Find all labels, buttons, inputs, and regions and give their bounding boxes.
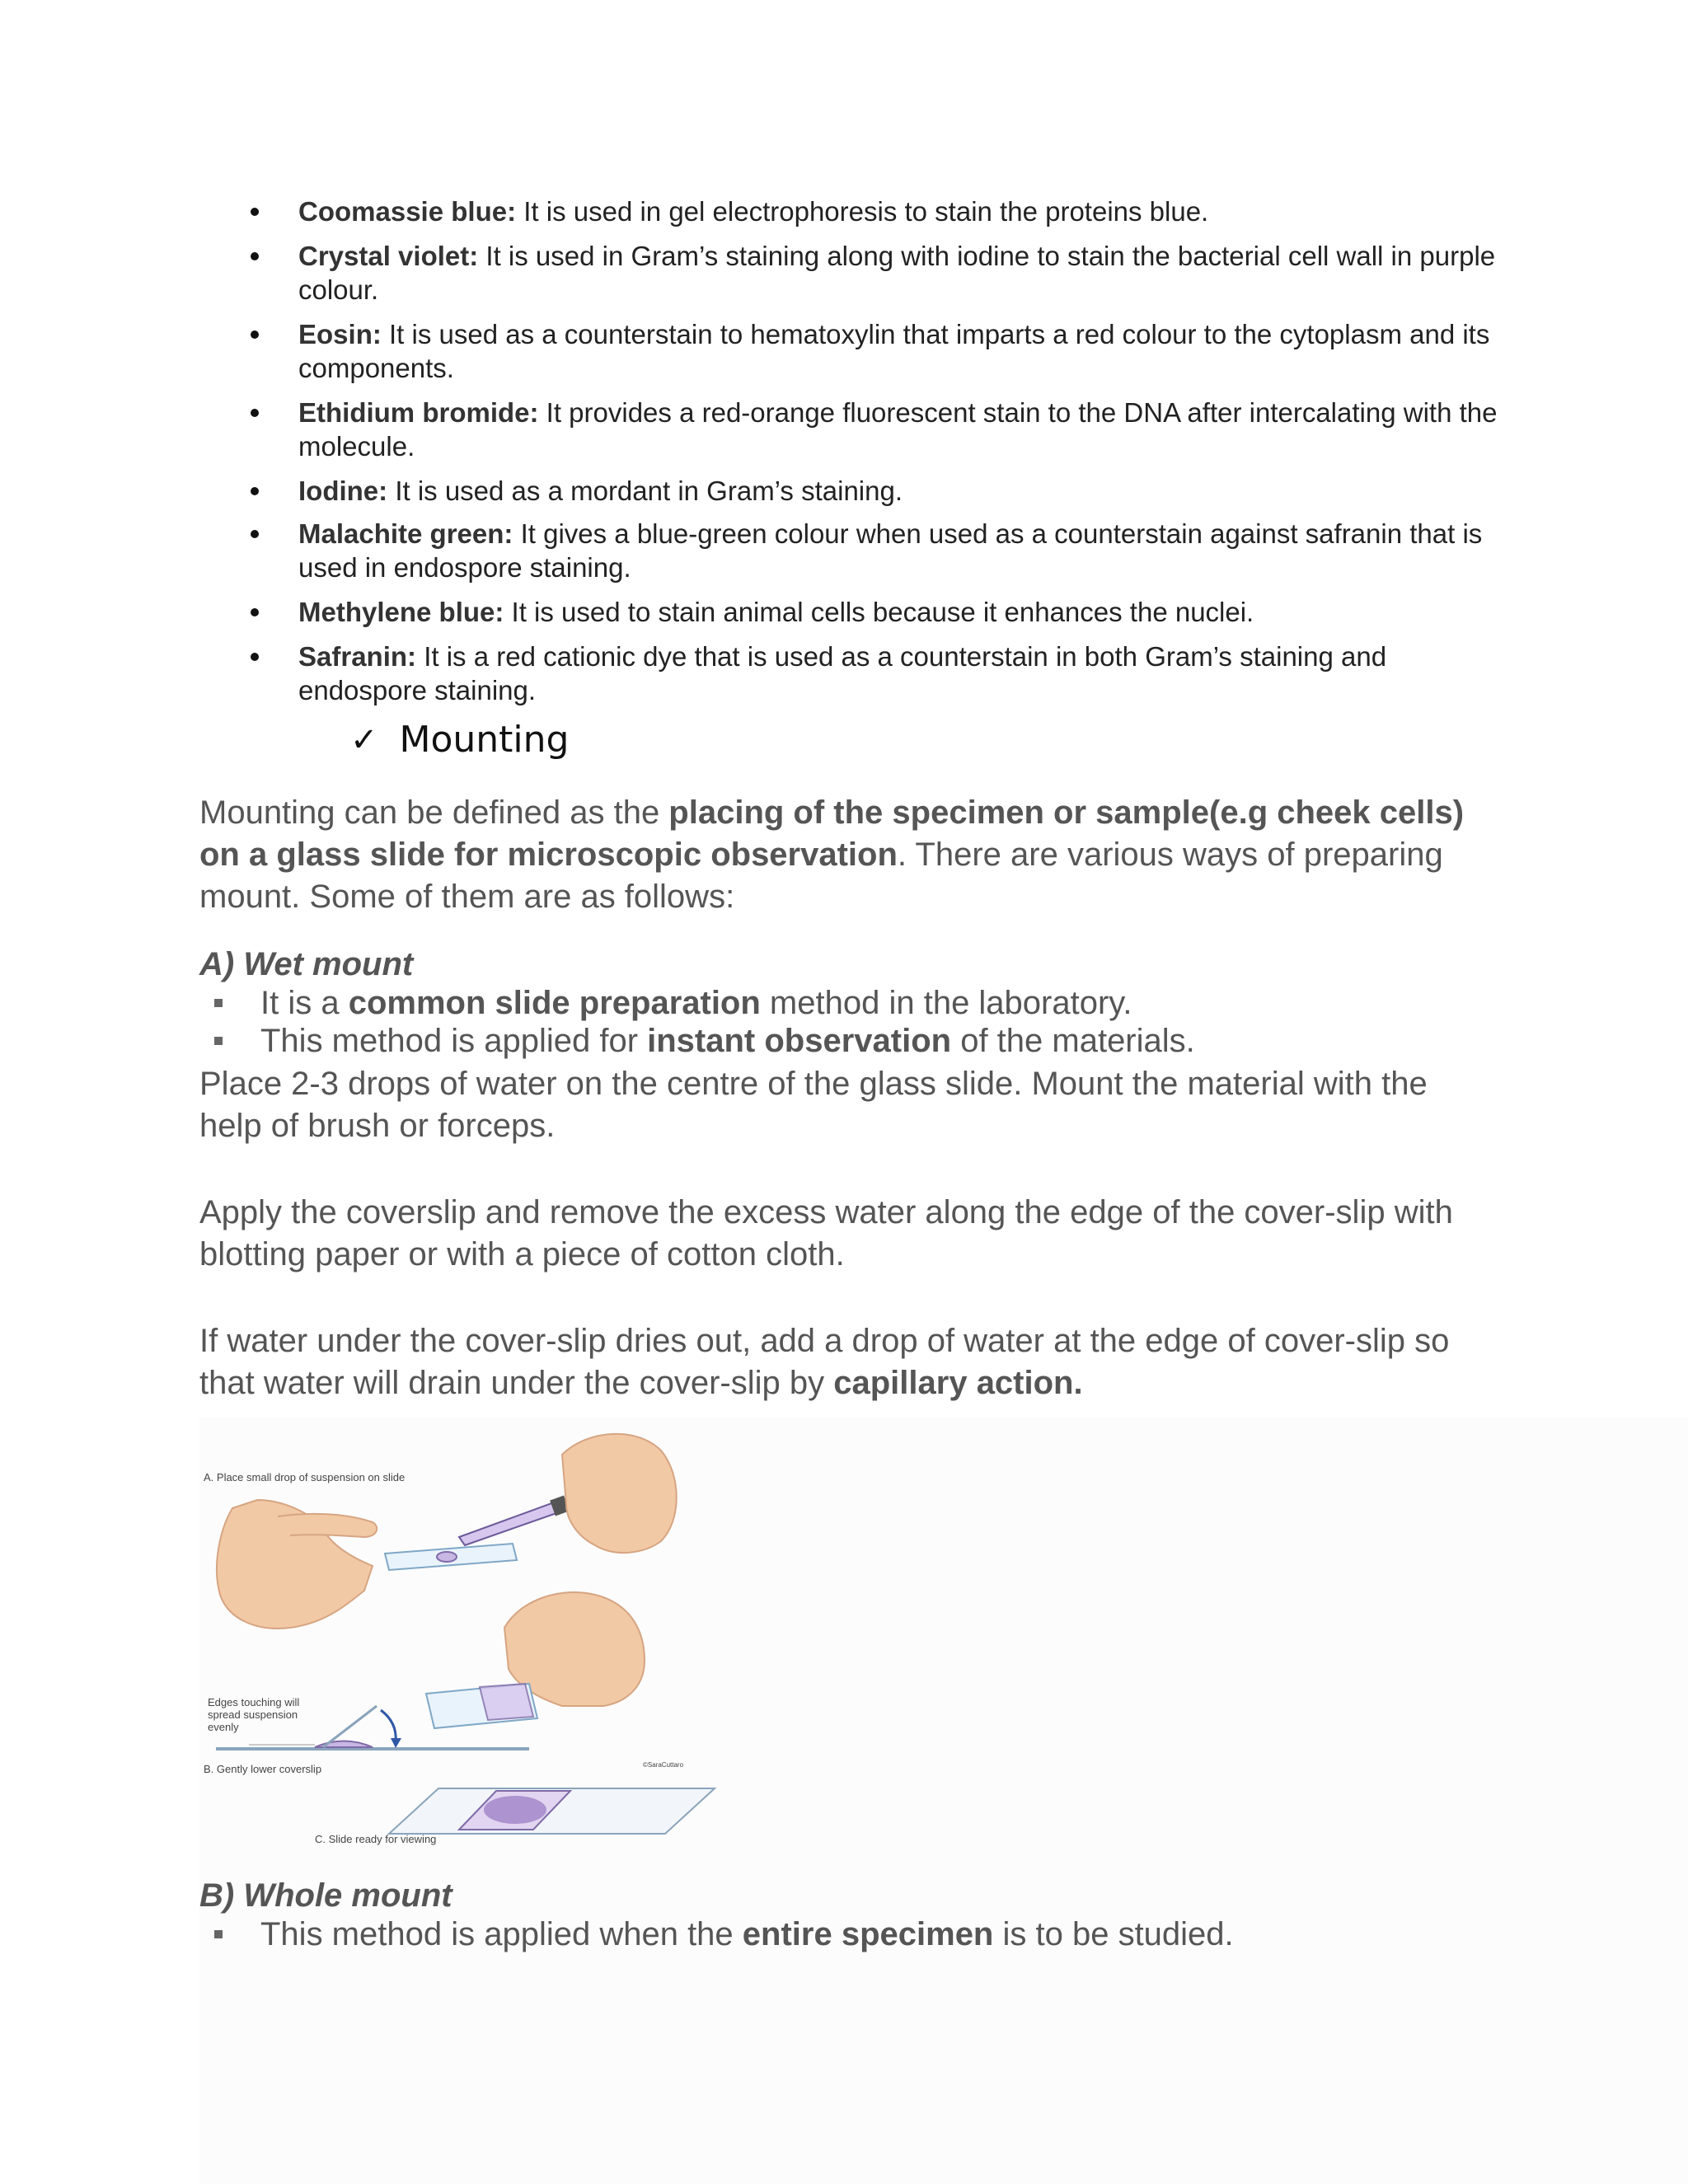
whole-mount-bullets xyxy=(199,1915,1502,1953)
stain-name: Ethidium bromide: xyxy=(298,397,539,428)
stain-description: It gives a blue-green colour when used as a counterstain against safranin that is used in endospore staining. xyxy=(298,518,1483,583)
wet-mount-bullets xyxy=(199,984,1502,1060)
wet-mount-illustration xyxy=(199,1422,752,1858)
para-text: If water under the cover-slip dries out, add a drop of water at the edge of cover-slip so that water will drain under the cover-slip by xyxy=(199,1323,1450,1401)
bullet-icon xyxy=(251,208,259,216)
dropper-shape xyxy=(459,1502,559,1545)
bullet-bold-text: entire specimen xyxy=(742,1916,994,1952)
stain-name: Iodine: xyxy=(298,476,388,506)
wet-mount-para-3 xyxy=(199,1320,1493,1404)
stain-name: Malachite green: xyxy=(298,518,513,549)
bullet-icon xyxy=(251,330,259,339)
bullet-text: This method is applied when the xyxy=(260,1916,743,1952)
bullet-bold-text: instant observation xyxy=(647,1023,952,1059)
stain-list xyxy=(247,194,1500,718)
right-hand-shape xyxy=(562,1434,677,1553)
wet-mount-para-2: Apply the coverslip and remove the excess water along the edge of the cover-slip with blotting paper or with a piece of cotton cloth. xyxy=(199,1194,1453,1272)
bullet-bold-text: common slide preparation xyxy=(348,985,761,1021)
para-bold-text: capillary action. xyxy=(833,1365,1083,1401)
heading-text: Mounting xyxy=(399,719,570,761)
bullet-icon xyxy=(251,409,259,417)
mounting-intro xyxy=(199,792,1493,918)
bullet-text-end: is to be studied. xyxy=(993,1916,1234,1952)
arrow-curve-shape xyxy=(381,1710,396,1741)
label-b: B. Gently lower coverslip xyxy=(204,1763,322,1775)
stain-name: Crystal violet: xyxy=(298,241,479,271)
arrow-head-shape xyxy=(391,1738,401,1748)
square-bullet-icon xyxy=(214,999,223,1007)
whole-mount-title: B) Whole mount xyxy=(199,1877,452,1914)
wet-mount-para-1: Place 2-3 drops of water on the centre of the glass slide. Mount the material with the help of brush or forceps. xyxy=(199,1066,1428,1144)
stain-description: It is used as a mordant in Gram’s staining. xyxy=(387,476,903,506)
stain-name: Safranin: xyxy=(298,641,417,672)
stain-name: Methylene blue: xyxy=(298,597,504,627)
section-heading xyxy=(350,719,569,761)
label-c: C. Slide ready for viewing xyxy=(315,1833,437,1845)
bullet-icon xyxy=(251,530,259,538)
list-item xyxy=(247,474,1500,508)
stain-description: It provides a red-orange fluorescent stain to the DNA after intercalating with the molecule. xyxy=(298,397,1498,462)
list-item xyxy=(247,396,1500,463)
stain-name: Eosin: xyxy=(298,319,382,349)
stain-description: It is used to stain animal cells because it enhances the nuclei. xyxy=(504,597,1254,627)
credit-label: ©SaraCuttaro xyxy=(643,1761,684,1769)
list-item xyxy=(199,1915,1502,1953)
label-edges-1: Edges touching will xyxy=(208,1696,300,1708)
illustration-svg xyxy=(199,1422,752,1858)
list-item xyxy=(247,595,1500,629)
list-item xyxy=(247,640,1500,707)
list-item xyxy=(199,984,1502,1022)
label-a: A. Place small drop of suspension on slide xyxy=(204,1471,406,1483)
bullet-text-end: method in the laboratory. xyxy=(760,985,1132,1021)
wet-mount-title: A) Wet mount xyxy=(199,946,414,982)
list-item xyxy=(247,517,1500,584)
stain-description: It is used in Gram’s staining along with iodine to stain the bacterial cell wall in purple colour. xyxy=(298,241,1496,305)
list-item xyxy=(247,194,1500,228)
bullet-icon xyxy=(251,653,259,661)
thumb-shape xyxy=(278,1514,377,1537)
bullet-text: It is a xyxy=(260,985,349,1021)
bullet-icon xyxy=(251,487,259,495)
drop-shape xyxy=(437,1552,457,1562)
coverslip-shape xyxy=(480,1684,533,1720)
stain-description: It is used as a counterstain to hematoxylin that imparts a red colour to the cytoplasm and its components. xyxy=(298,319,1490,383)
checkmark-icon: ✓ xyxy=(350,720,378,759)
bullet-text-end: of the materials. xyxy=(951,1023,1195,1059)
stain-name: Coomassie blue: xyxy=(298,196,517,227)
bullet-icon xyxy=(251,608,259,616)
bullet-text: This method is applied for xyxy=(260,1023,648,1059)
square-bullet-icon xyxy=(214,1037,223,1045)
label-edges-2: spread suspension xyxy=(208,1708,298,1721)
intro-bold-text: placing of the specimen or sample(e.g cheek cells) on a glass slide for microscopic observation xyxy=(199,794,1465,873)
intro-text: Mounting can be defined as the xyxy=(199,794,669,831)
intro-text-end: . There are various ways of preparing mount. Some of them are as follows: xyxy=(199,837,1443,915)
label-edges-3: evenly xyxy=(208,1721,239,1733)
bullet-icon xyxy=(251,252,259,260)
list-item xyxy=(199,1022,1502,1060)
specimen-shape xyxy=(484,1796,546,1824)
stain-description: It is a red cationic dye that is used as a counterstain in both Gram’s staining and endospore staining. xyxy=(298,641,1387,705)
list-item xyxy=(247,317,1500,385)
list-item xyxy=(247,239,1500,307)
square-bullet-icon xyxy=(214,1930,223,1938)
stain-description: It is used in gel electrophoresis to stain the proteins blue. xyxy=(516,196,1209,227)
